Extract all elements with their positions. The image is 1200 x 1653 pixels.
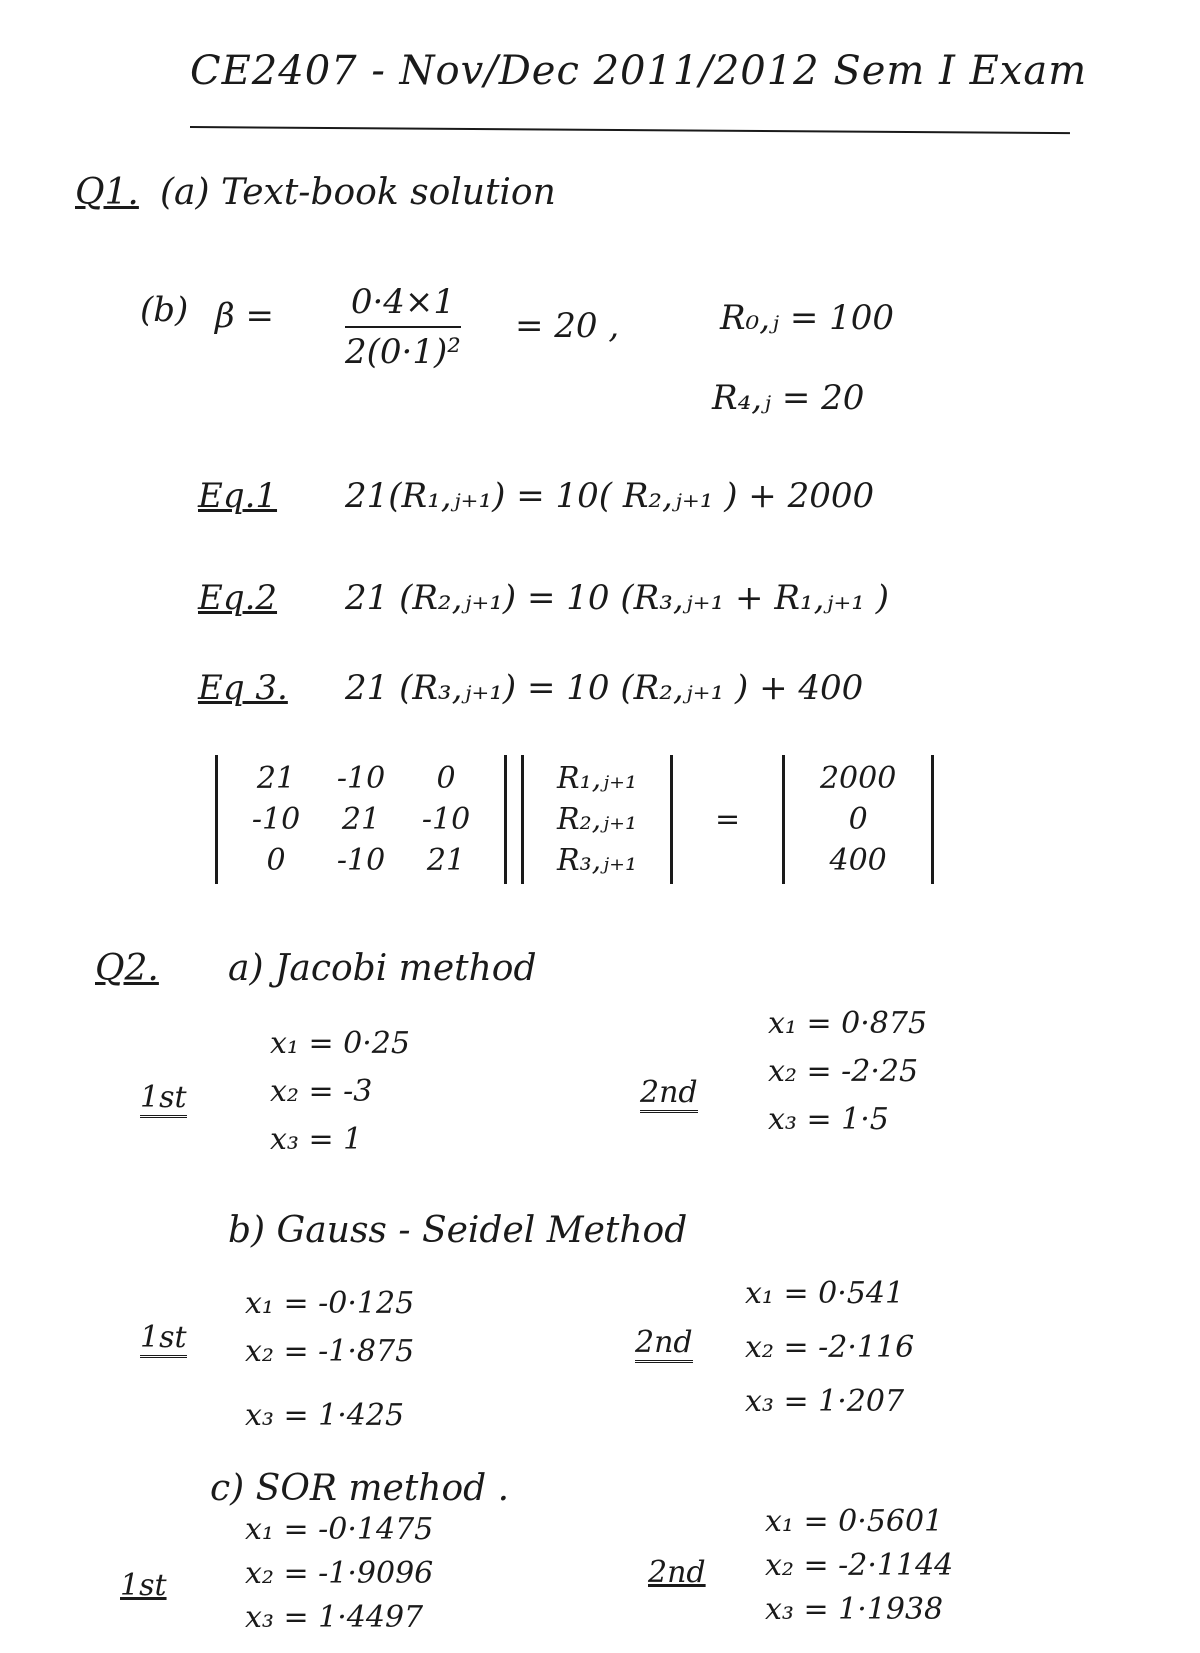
page-title: CE2407 - Nov/Dec 2011/2012 Sem I Exam xyxy=(190,48,1088,94)
vector-cell: R₃,ⱼ₊₁ xyxy=(557,843,637,878)
matrix-cell: -10 xyxy=(336,761,386,796)
value-line: x₂ = -1·9096 xyxy=(245,1556,434,1591)
vector-cell: R₁,ⱼ₊₁ xyxy=(557,761,637,796)
sor-first-label: 1st xyxy=(120,1568,167,1603)
value-line: x₃ = 1·425 xyxy=(245,1398,405,1433)
matrix-equals: = xyxy=(715,802,741,837)
jacobi-first-values xyxy=(270,1020,410,1164)
value-line: x₃ = 1 xyxy=(270,1122,363,1157)
matrix-cell: 0 xyxy=(266,843,286,878)
title-underline xyxy=(190,126,1070,134)
value-line: x₁ = 0·25 xyxy=(270,1026,410,1061)
value-line: x₂ = -2·1144 xyxy=(765,1548,954,1583)
jacobi-second-label: 2nd xyxy=(640,1075,698,1110)
value-line: x₃ = 1·5 xyxy=(768,1102,889,1137)
q1-part-a: (a) Text-book solution xyxy=(160,172,556,213)
value-line: x₁ = 0·5601 xyxy=(765,1504,944,1539)
value-line: x₁ = 0·541 xyxy=(745,1276,905,1311)
value-line: x₂ = -2·116 xyxy=(745,1330,915,1365)
matrix-cell: -10 xyxy=(421,802,471,837)
rhs-cell: 400 xyxy=(829,843,887,878)
rhs-vector xyxy=(782,755,934,884)
matrix-cell: 0 xyxy=(436,761,456,796)
value-line: x₂ = -2·25 xyxy=(768,1054,919,1089)
value-line: x₁ = -0·125 xyxy=(245,1286,415,1321)
beta-fraction xyxy=(345,282,461,372)
jacobi-second-values xyxy=(768,1000,927,1144)
eq1-label: Eq.1 xyxy=(198,476,278,516)
coefficient-matrix xyxy=(215,755,507,884)
sor-second-label: 2nd xyxy=(648,1555,706,1590)
value-line: x₃ = 1·4497 xyxy=(245,1600,424,1635)
rhs-cell: 2000 xyxy=(819,761,897,796)
rhs-cell: 0 xyxy=(848,802,868,837)
matrix-cell: -10 xyxy=(251,802,301,837)
sor-first-values xyxy=(245,1508,433,1640)
value-line: x₂ = -1·875 xyxy=(245,1334,415,1369)
eq2-label: Eq.2 xyxy=(198,578,278,618)
beta-denominator: 2(0·1)² xyxy=(345,332,461,372)
matrix-cell: -10 xyxy=(336,843,386,878)
beta-symbol: β = xyxy=(215,296,274,336)
eq1: 21(R₁,ⱼ₊₁) = 10( R₂,ⱼ₊₁ ) + 2000 xyxy=(345,476,875,516)
q1-label: Q1. xyxy=(75,172,139,213)
q2-label: Q2. xyxy=(95,948,159,989)
value-line: x₁ = 0·875 xyxy=(768,1006,928,1041)
gauss-seidel-second-values xyxy=(745,1270,914,1426)
jacobi-first-label: 1st xyxy=(140,1080,187,1115)
vector-cell: R₂,ⱼ₊₁ xyxy=(557,802,637,837)
fraction-bar xyxy=(345,326,461,328)
q1-part-b-label: (b) xyxy=(140,290,189,330)
value-line: x₁ = -0·1475 xyxy=(245,1512,434,1547)
matrix-cell: 21 xyxy=(426,843,466,878)
value-line: x₃ = 1·1938 xyxy=(765,1592,944,1627)
jacobi-title: a) Jacobi method xyxy=(228,948,537,989)
gauss-seidel-first-label: 1st xyxy=(140,1320,187,1355)
eq3-label: Eq 3. xyxy=(198,668,288,708)
eq3: 21 (R₃,ⱼ₊₁) = 10 (R₂,ⱼ₊₁ ) + 400 xyxy=(345,668,864,708)
eq2: 21 (R₂,ⱼ₊₁) = 10 (R₃,ⱼ₊₁ + R₁,ⱼ₊₁ ) xyxy=(345,578,889,618)
matrix-cell: 21 xyxy=(341,802,381,837)
value-line: x₃ = 1·207 xyxy=(745,1384,905,1419)
sor-second-values xyxy=(765,1500,953,1632)
gauss-seidel-title: b) Gauss - Seidel Method xyxy=(228,1210,688,1251)
boundary-r4: R₄,ⱼ = 20 xyxy=(712,378,865,418)
beta-value: = 20 , xyxy=(515,306,620,346)
sor-title: c) SOR method . xyxy=(210,1468,510,1509)
value-line: x₂ = -3 xyxy=(270,1074,373,1109)
gauss-seidel-second-label: 2nd xyxy=(635,1325,693,1360)
matrix-cell: 21 xyxy=(256,761,296,796)
beta-numerator: 0·4×1 xyxy=(350,282,456,322)
gauss-seidel-first-values xyxy=(245,1280,414,1440)
unknown-vector xyxy=(521,755,673,884)
matrix-equation xyxy=(215,755,934,884)
boundary-r0: R₀,ⱼ = 100 xyxy=(720,298,895,338)
